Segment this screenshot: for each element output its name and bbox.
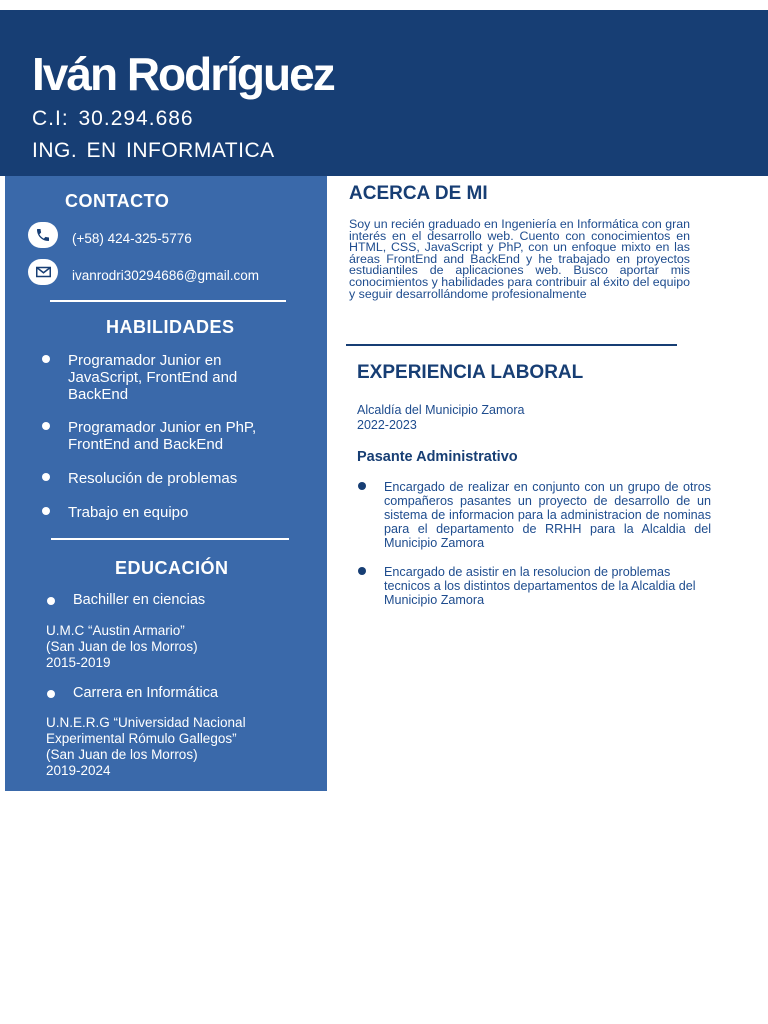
bullet-icon bbox=[42, 355, 50, 363]
education-details bbox=[46, 623, 286, 671]
sidebar-divider bbox=[50, 300, 286, 302]
skill-item: Programador Junior en JavaScript, FrontEnd and BackEnd bbox=[68, 352, 238, 403]
education-years: 2019-2024 bbox=[46, 763, 111, 778]
bullet-icon bbox=[47, 597, 55, 605]
experience-heading: EXPERIENCIA LABORAL bbox=[357, 362, 584, 383]
education-details bbox=[46, 715, 286, 779]
phone-number: (+58) 424-325-5776 bbox=[72, 231, 192, 246]
education-degree: Bachiller en ciencias bbox=[73, 592, 206, 608]
phone-icon bbox=[28, 222, 58, 248]
skills-heading: HABILIDADES bbox=[106, 317, 235, 337]
experience-role: Pasante Administrativo bbox=[357, 449, 518, 465]
skill-item: Trabajo en equipo bbox=[68, 504, 189, 521]
header-banner bbox=[0, 10, 768, 176]
education-location: (San Juan de los Morros) bbox=[46, 747, 198, 762]
experience-item: Encargado de asistir en la resolucion de problemas tecnicos a los distintos departamentos de la Alcaldia del Municipio Zamora bbox=[384, 565, 696, 607]
bullet-icon bbox=[42, 507, 50, 515]
about-text: Soy un recién graduado en Ingeniería en Informática con gran interés en el desarrollo web. Cuento con conocimientos en HTML, CSS, JavaScript y PhP, con un enfoque mixto en las áreas FrontEnd and BackEnd y he trabajado en proyectos estudiantiles de aplicaciones web. Busco aportar mis conocimientos y habilidades para contribuir al éxito del equipo y seguir desarrollándome profesionalmente bbox=[349, 217, 690, 301]
skill-item: Resolución de problemas bbox=[68, 470, 238, 487]
experience-period: 2022-2023 bbox=[357, 418, 417, 432]
bullet-icon bbox=[42, 422, 50, 430]
bullet-icon bbox=[358, 567, 366, 575]
about-heading: ACERCA DE MI bbox=[349, 183, 488, 204]
education-heading: EDUCACIÓN bbox=[115, 558, 229, 578]
email-icon bbox=[28, 259, 58, 285]
education-school: U.N.E.R.G “Universidad Nacional bbox=[46, 715, 246, 730]
skill-item: Programador Junior en PhP, FrontEnd and BackEnd bbox=[68, 419, 257, 453]
education-location: (San Juan de los Morros) bbox=[46, 639, 198, 654]
bullet-icon bbox=[42, 473, 50, 481]
bullet-icon bbox=[358, 482, 366, 490]
sidebar-divider bbox=[51, 538, 289, 540]
education-school: U.M.C “Austin Armario” bbox=[46, 623, 185, 638]
education-degree: Carrera en Informática bbox=[73, 685, 219, 701]
sidebar bbox=[5, 176, 327, 791]
section-divider bbox=[346, 344, 677, 346]
education-years: 2015-2019 bbox=[46, 655, 111, 670]
id-number: C.I: 30.294.686 bbox=[32, 107, 194, 130]
professional-title: ING. EN INFORMATICA bbox=[32, 139, 275, 162]
bullet-icon bbox=[47, 690, 55, 698]
experience-company: Alcaldía del Municipio Zamora bbox=[357, 403, 525, 417]
experience-item: Encargado de realizar en conjunto con un grupo de otros compañeros pasantes un proyecto de desarrollo de un sistema de informacion para la administracion de nominas para el departamento de RRHH para la Alcaldia del Municipio Zamora bbox=[384, 480, 711, 550]
contact-heading: CONTACTO bbox=[65, 191, 170, 211]
email-address: ivanrodri30294686@gmail.com bbox=[72, 268, 260, 283]
candidate-name: Iván Rodríguez bbox=[32, 48, 334, 100]
education-school: Experimental Rómulo Gallegos” bbox=[46, 731, 237, 746]
